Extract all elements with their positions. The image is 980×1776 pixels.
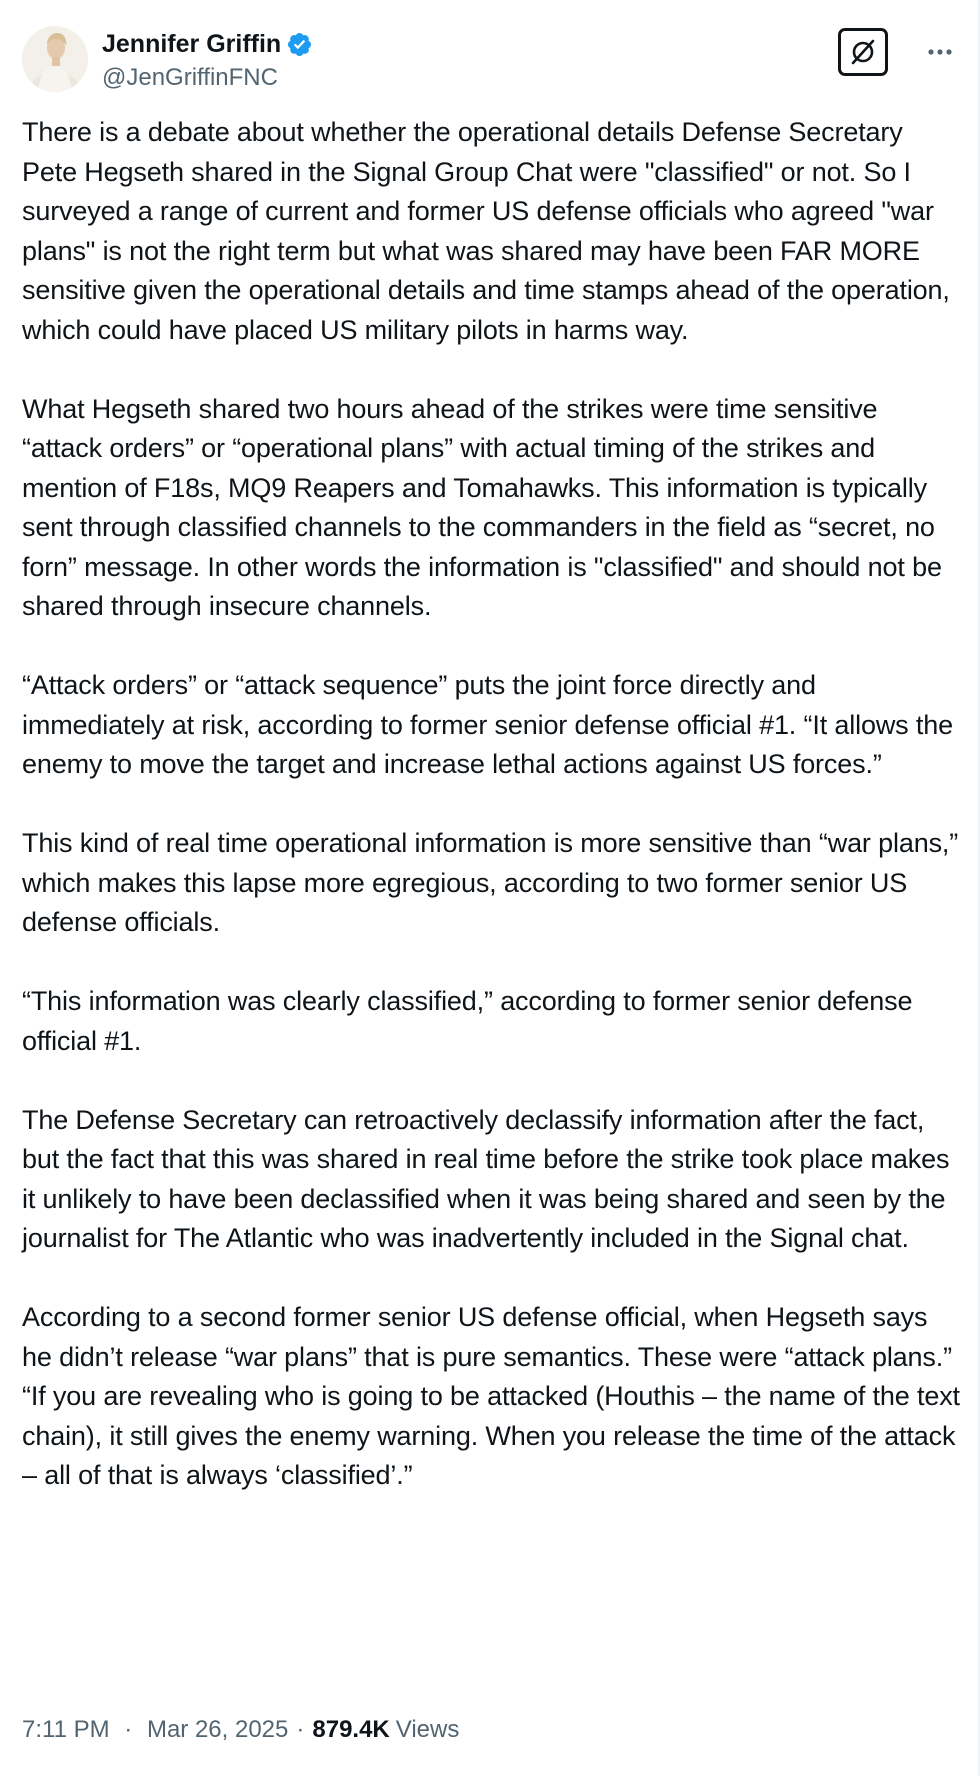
- grok-icon: [848, 37, 878, 67]
- tweet-date: Mar 26, 2025: [146, 1716, 289, 1743]
- verified-badge-icon[interactable]: [286, 31, 313, 58]
- tweet-timestamp[interactable]: [22, 1716, 288, 1744]
- avatar[interactable]: [22, 26, 88, 92]
- tweet-header: [22, 22, 958, 94]
- meta-separator: ·: [124, 1716, 133, 1743]
- meta-separator: ·: [296, 1716, 305, 1743]
- more-options-button[interactable]: [922, 34, 958, 70]
- more-options-icon: [927, 48, 953, 56]
- views-count: 879.4K: [312, 1716, 390, 1743]
- tweet-text: [22, 113, 962, 1496]
- tweet-paragraph: What Hegseth shared two hours ahead of the strikes were time sensitive “attack orders” or “operational plans” with actual timing of the strikes and mention of F18s, MQ9 Reapers and Tomahawks. This information is typically sent through classified channels to the commanders in the field as “secret, no forn” message. In other words the information is "classified" and should not be shared through insecure channels.: [22, 393, 942, 621]
- tweet-paragraph: This kind of real time operational information is more sensitive than “war plans,” which makes this lapse more egregious, according to two former senior US defense officials.: [22, 828, 959, 937]
- tweet-paragraph: “Attack orders” or “attack sequence” puts the joint force directly and immediately at risk, according to former senior defense official #1. “It allows the enemy to move the target and increase lethal actions against US forces.”: [22, 670, 953, 779]
- tweet-paragraph: “This information was clearly classified,” according to former senior defense official #1.: [22, 986, 913, 1056]
- avatar-photo: [22, 26, 88, 92]
- tweet-paragraph: According to a second former senior US defense official, when Hegseth says he didn’t release “war plans” that is pure semantics. These were “attack plans.” “If you are revealing who is going to be attacked (Houthis – the name of the text chain), it still gives the enemy warning. When you release the time of the attack – all of that is always ‘classified’.”: [22, 1302, 960, 1490]
- tweet-metadata: [22, 1716, 459, 1744]
- name-row: [102, 26, 313, 62]
- tweet-time: 7:11 PM: [22, 1716, 110, 1743]
- tweet-paragraph: There is a debate about whether the operational details Defense Secretary Pete Hegseth shared in the Signal Group Chat were "classified" or not. So I surveyed a range of current and former US defense officials who agreed "war plans" is not the right term but what was shared may have been FAR MORE sensitive given the operational details and time stamps ahead of the operation, which could have placed US military pilots in harms way.: [22, 117, 950, 345]
- views-label: Views: [395, 1716, 460, 1743]
- grok-button[interactable]: [838, 28, 888, 76]
- author-handle[interactable]: @JenGriffinFNC: [102, 64, 278, 91]
- author-identity: [102, 26, 313, 92]
- author-display-name[interactable]: Jennifer Griffin: [102, 29, 282, 58]
- tweet-paragraph: The Defense Secretary can retroactively declassify information after the fact, but the fact that this was shared in real time before the strike took place makes it unlikely to have been declassified when it was being shared and seen by the journalist for The Atlantic who was inadvertently included in the Signal chat.: [22, 1104, 950, 1253]
